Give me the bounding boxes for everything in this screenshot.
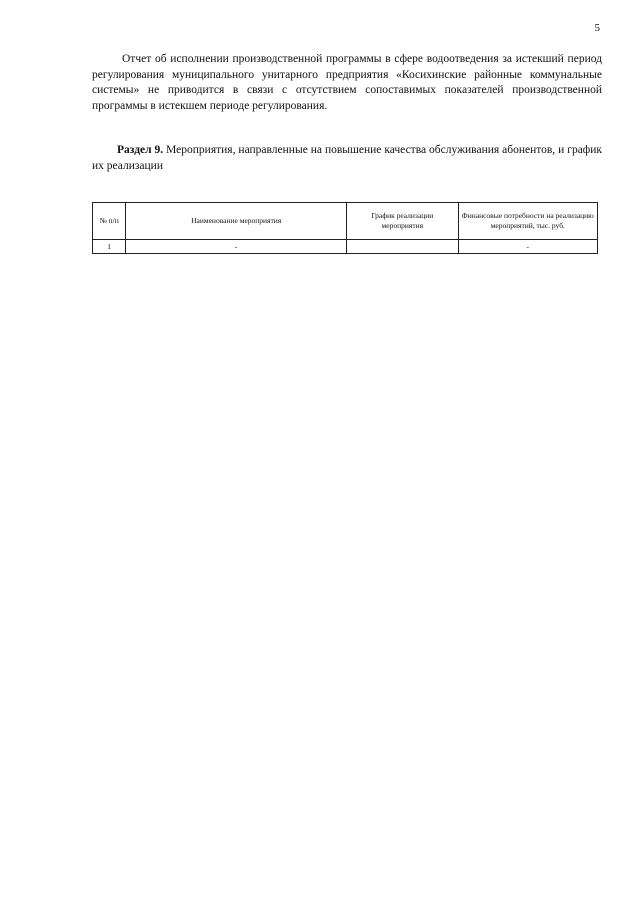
measures-table <box>92 202 598 254</box>
header-finance: Финансовые потребности на реализацию мероприятий, тыс. руб. <box>458 203 597 240</box>
report-paragraph: Отчет об исполнении производственной программы в сфере водоотведения за истекший период регулирования муниципального унитарного предприятия «Косихинские районные коммунальные системы» не приводится в связи с отсутствием сопоставимых показателей производственной программы в истекшем периоде регулирования. <box>92 53 602 112</box>
page-number: 5 <box>594 22 600 34</box>
header-schedule: График реализации мероприятия <box>347 203 459 240</box>
section-text: Мероприятия, направленные на повышение качества обслуживания абонентов, и график их реализации <box>92 144 602 172</box>
cell-name: - <box>126 240 347 254</box>
section-heading: Раздел 9. <box>117 144 164 156</box>
cell-schedule <box>347 240 459 254</box>
section-paragraph <box>92 143 602 174</box>
table-row <box>93 240 598 254</box>
cell-num: 1 <box>93 240 126 254</box>
header-name: Наименование мероприятия <box>126 203 347 240</box>
header-num: № п/п <box>93 203 126 240</box>
cell-finance: - <box>458 240 597 254</box>
table-header-row <box>93 203 598 240</box>
